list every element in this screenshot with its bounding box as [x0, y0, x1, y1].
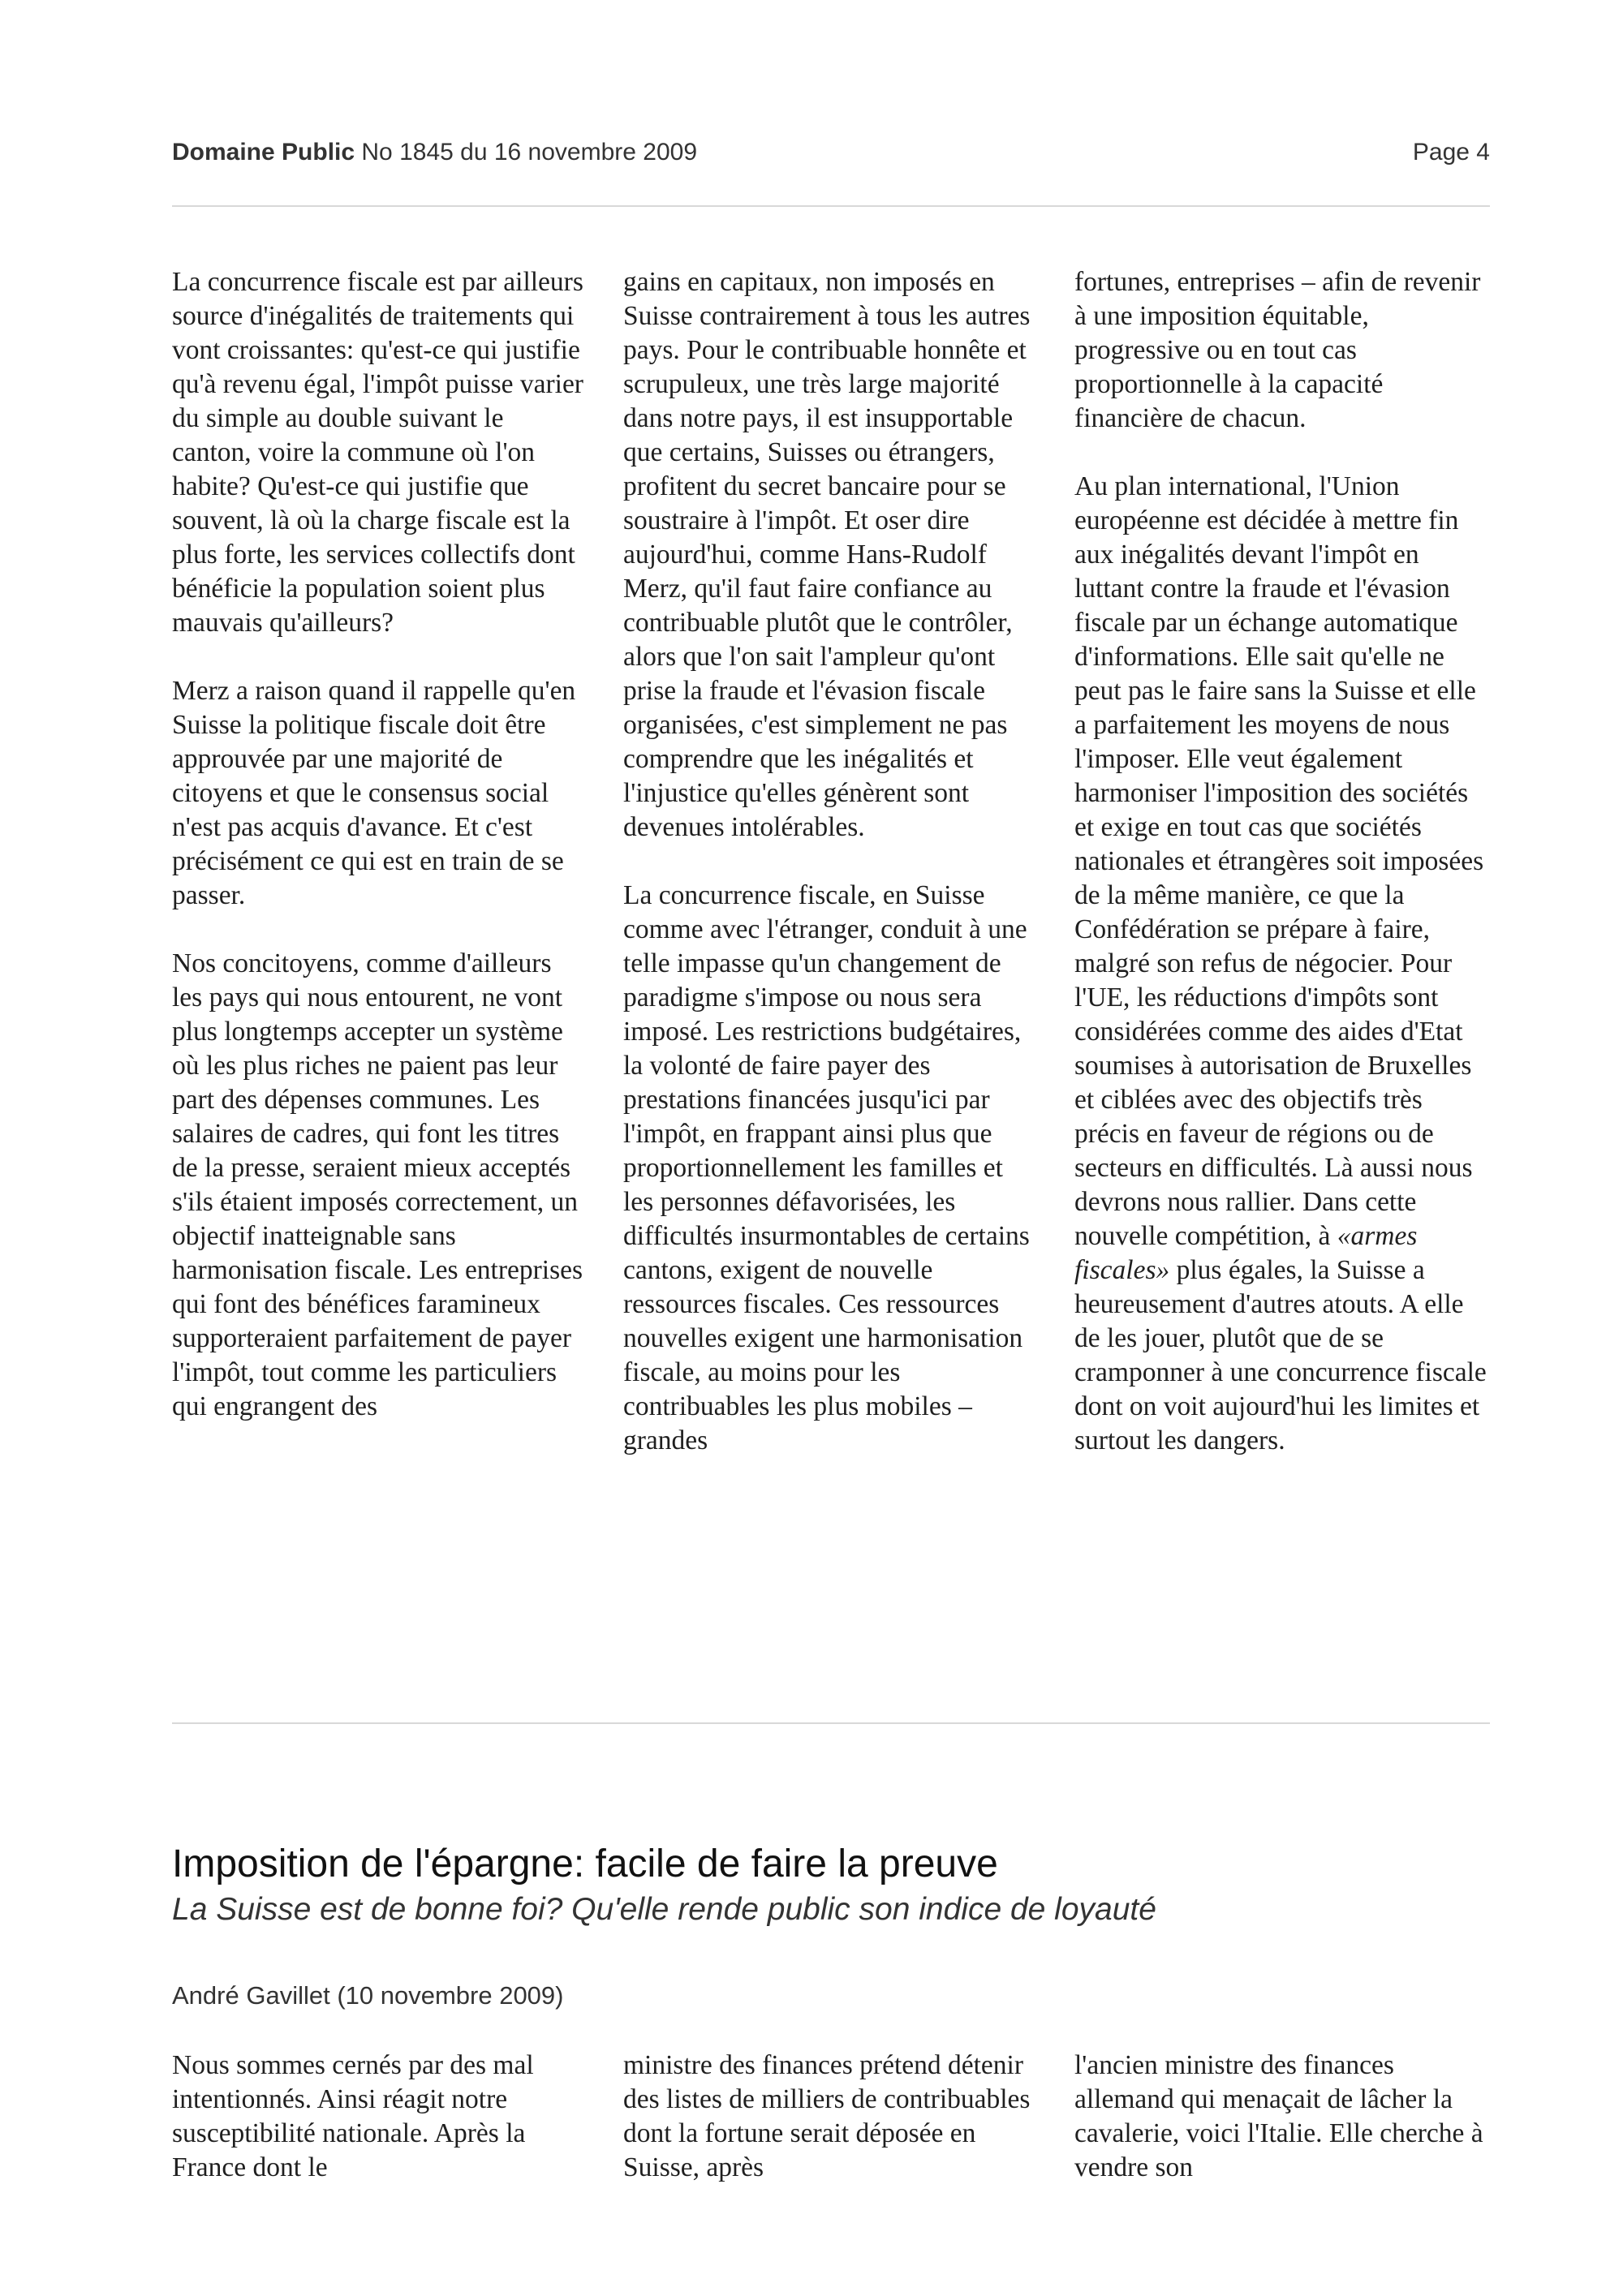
paragraph: fortunes, entreprises – afin de revenir à une imposition équitable, progressive ou en tout cas proportionnelle à la capacité financière de chacun.	[1074, 267, 1481, 433]
article-2-column-2	[623, 2049, 1039, 2185]
article-subtitle: La Suisse est de bonne foi? Qu'elle rende public son indice de loyauté	[172, 1892, 1156, 1927]
paragraph: Nos concitoyens, comme d'ailleurs les pays qui nous entourent, ne vont plus longtemps accepter un système où les plus riches ne paient pas leur part des dépenses communes. Les salaires de cadres, qui font les titres de la presse, seraient mieux acceptés s'ils étaient imposés correctement, un objectif inatteignable sans harmonisation fiscale. Les entreprises qui font des bénéfices faramineux supporteraient parfaitement de payer l'impôt, tout comme les particuliers qui engrangent des	[172, 948, 583, 1421]
page-header	[172, 135, 1490, 170]
header-divider	[172, 205, 1490, 207]
paragraph: Merz a raison quand il rappelle qu'en Suisse la politique fiscale doit être approuvée par une majorité de citoyens et que le consensus social n'est pas acquis d'avance. Et c'est précisément ce qui est en train de se passer.	[172, 676, 576, 910]
article-1-column-1	[172, 265, 588, 1458]
paragraph-text: plus égales, la Suisse a heureusement d'autres atouts. A elle de les jouer, plutôt que de se cramponner à une concurrence fiscale dont on voit aujourd'hui les limites et surtout les dangers.	[1074, 1255, 1487, 1455]
italic-phrase: «armes fiscales»	[1074, 1221, 1418, 1285]
paragraph-text: Au plan international, l'Union européenne est décidée à mettre fin aux inégalités devant l'impôt en luttant contre la fraude et l'évasion fiscale par un échange automatique d'informations. Elle sait qu'elle ne peut pas le faire sans la Suisse et elle a parfaitement les moyens de nous l'imposer. Elle veut également harmoniser l'imposition des sociétés et exige en tout cas que sociétés nationales et étrangères soit imposées de la même manière, ce que la Confédération se prépare à faire, malgré son refus de négocier. Pour l'UE, les réductions d'impôts sont considérées comme des aides d'Etat soumises à autorisation de Bruxelles et ciblées avec des objectifs très précis en faveur de régions ou de secteurs en difficultés. Là aussi nous devrons nous rallier. Dans cette nouvelle compétition, à	[1074, 471, 1484, 1251]
article-1-column-2	[623, 265, 1039, 1458]
article-2-column-3	[1074, 2049, 1490, 2185]
article-1-column-3	[1074, 265, 1490, 1458]
paragraph: La concurrence fiscale est par ailleurs source d'inégalités de traitements qui vont croissantes: qu'est-ce qui justifie qu'à revenu égal, l'impôt puisse varier du simple au double suivant le canton, voire la commune où l'on habite? Qu'est-ce qui justifie que souvent, là où la charge fiscale est la plus forte, les services collectifs dont bénéficie la population soient plus mauvais qu'ailleurs?	[172, 267, 583, 638]
page-number: Page 4	[1412, 139, 1490, 166]
article-divider	[172, 1722, 1490, 1724]
article-1-columns	[172, 265, 1490, 1458]
paragraph: ministre des finances prétend détenir des listes de milliers de contribuables dont la fortune serait déposée en Suisse, après	[623, 2050, 1031, 2182]
publication-name: Domaine Public	[172, 139, 355, 166]
paragraph: La concurrence fiscale, en Suisse comme avec l'étranger, conduit à une telle impasse qu'un changement de paradigme s'impose ou nous sera imposé. Les restrictions budgétaires, la volonté de faire payer des prestations financées jusqu'ici par l'impôt, en frappant ainsi plus que proportionnellement les familles et les personnes défavorisées, les difficultés insurmontables de certains cantons, exigent de nouvelle ressources fiscales. Ces ressources nouvelles exigent une harmonisation fiscale, au moins pour les contribuables les plus mobiles – grandes	[623, 880, 1030, 1455]
paragraph: l'ancien ministre des finances allemand qui menaçait de lâcher la cavalerie, voici l'Italie. Elle cherche à vendre son	[1074, 2050, 1483, 2182]
article-2-column-1	[172, 2049, 588, 2185]
paragraph	[1074, 470, 1490, 1458]
article-title: Imposition de l'épargne: facile de faire la preuve	[172, 1842, 998, 1885]
article-byline: André Gavillet (10 novembre 2009)	[172, 1981, 564, 2010]
paragraph: gains en capitaux, non imposés en Suisse contrairement à tous les autres pays. Pour le contribuable honnête et scrupuleux, une très large majorité dans notre pays, il est insupportable que certains, Suisses ou étrangers, profitent du secret bancaire pour se soustraire à l'impôt. Et oser dire aujourd'hui, comme Hans-Rudolf Merz, qu'il faut faire confiance au contribuable plutôt que le contrôler, alors que l'on sait l'ampleur qu'ont prise la fraude et l'évasion fiscale organisées, c'est simplement ne pas comprendre que les inégalités et l'injustice qu'elles génèrent sont devenues intolérables.	[623, 267, 1031, 842]
article-2-columns	[172, 2049, 1490, 2185]
issue-info: No 1845 du 16 novembre 2009	[361, 139, 698, 166]
paragraph: Nous sommes cernés par des mal intentionnés. Ainsi réagit notre susceptibilité nationale. Après la France dont le	[172, 2050, 534, 2182]
